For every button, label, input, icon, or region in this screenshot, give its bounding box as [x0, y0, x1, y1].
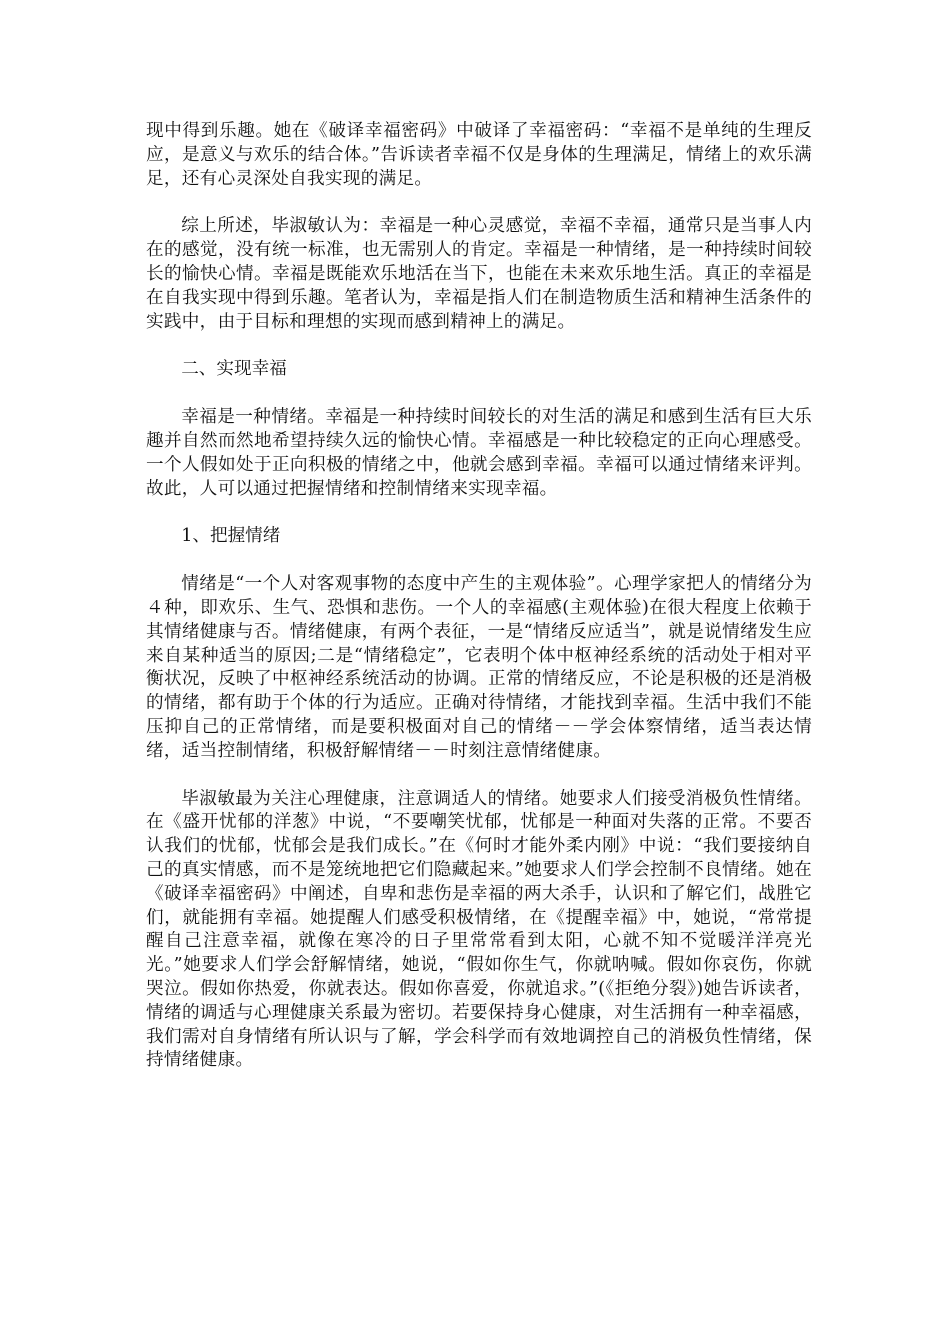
paragraph-bi-shumin-emotion: 毕淑敏最为关注心理健康，注意调适人的情绪。她要求人们接受消极负性情绪。在《盛开忧郁的洋葱》中说，“不要嘲笑忧郁，忧郁是一种面对失落的正常。不要否认我们的忧郁，忧郁会是我们成长。”在《何时才能外柔内刚》中说：“我们要接纳自己的真实情感，而不是笼统地把它们隐藏起来。”她要求人们学会控制不良情绪。她在《破译幸福密码》中阐述，自卑和悲伤是幸福的两大杀手，认识和了解它们，战胜它们，就能拥有幸福。她提醒人们感受积极情绪，在《提醒幸福》中，她说，“常常提醒自己注意幸福，就像在寒冷的日子里常常看到太阳，心就不知不觉暖洋洋亮光光。”她要求人们学会舒解情绪，她说，“假如你生气，你就呐喊。假如你哀伤，你就哭泣。假如你热爱，你就表达。假如你喜爱，你就追求。”(《拒绝分裂》)她告诉读者，情绪的调适与心理健康关系最为密切。若要保持身心健康，对生活拥有一种幸福感，我们需对自身情绪有所认识与了解，学会科学而有效地调控自己的消极负性情绪，保持情绪健康。	[146, 788, 812, 1071]
paragraph-happiness-emotion: 幸福是一种情绪。幸福是一种持续时间较长的对生活的满足和感到生活有巨大乐趣并自然而然地希望持续久远的愉快心情。幸福感是一种比较稳定的正向心理感受。一个人假如处于正向积极的情绪之中，他就会感到幸福。幸福可以通过情绪来评判。故此，人可以通过把握情绪和控制情绪来实现幸福。	[146, 407, 812, 499]
section-heading-realize-happiness: 二、实现幸福	[181, 359, 287, 380]
document-page	[146, 120, 812, 1097]
paragraph-emotion-definition: 情绪是“一个人对客观事物的态度中产生的主观体验”。心理学家把人的情绪分为４种，即欢乐、生气、恐惧和悲伤。一个人的幸福感(主观体验)在很大程度上依赖于其情绪健康与否。情绪健康，有两个表征，一是“情绪反应适当”，就是说情绪发生应来自某种适当的原因;二是“情绪稳定”，它表明个体中枢神经系统的活动处于相对平衡状况，反映了中枢神经系统活动的协调。正常的情绪反应，不论是积极的还是消极的情绪，都有助于个体的行为适应。正确对待情绪，才能找到幸福。生活中我们不能压抑自己的正常情绪，而是要积极面对自己的情绪－－学会体察情绪，适当表达情绪，适当控制情绪，积极舒解情绪－－时刻注意情绪健康。	[146, 574, 812, 761]
paragraph-summary: 综上所述，毕淑敏认为：幸福是一种心灵感觉，幸福不幸福，通常只是当事人内在的感觉，没有统一标准，也无需别人的肯定。幸福是一种情绪，是一种持续时间较长的愉快心情。幸福是既能欢乐地活在当下，也能在未来欢乐地生活。真正的幸福是在自我实现中得到乐趣。笔者认为，幸福是指人们在制造物质生活和精神生活条件的实践中，由于目标和理想的实现而感到精神上的满足。	[146, 216, 812, 332]
subsection-heading-grasp-emotion: 1、把握情绪	[181, 526, 281, 547]
paragraph-continued: 现中得到乐趣。她在《破译幸福密码》中破译了幸福密码：“幸福不是单纯的生理反应，是意义与欢乐的结合体。”告诉读者幸福不仅是身体的生理满足，情绪上的欢乐满足，还有心灵深处自我实现的满足。	[146, 121, 812, 189]
